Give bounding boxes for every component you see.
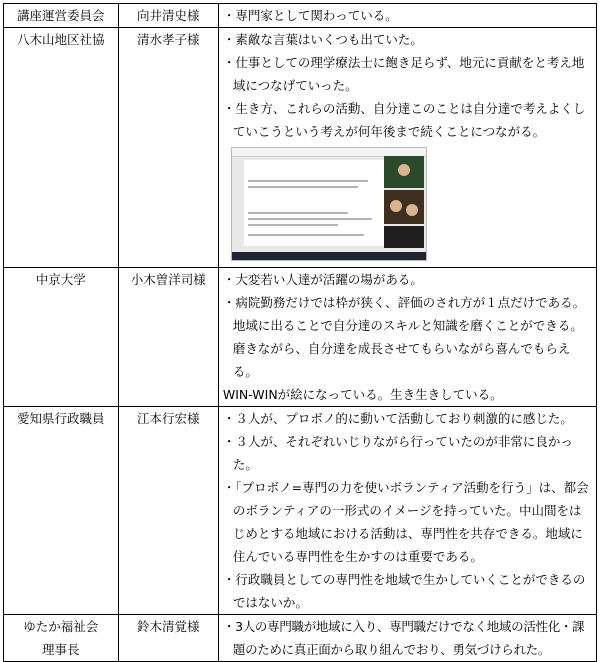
org-name: 愛知県行政職員 [17, 411, 105, 426]
org-cell [4, 407, 119, 615]
comment-item: ・大変若い人達が活躍の場がある。 [222, 272, 423, 287]
org-name: 中京大学 [35, 272, 86, 287]
comment-item: ・３人が、プロボノ的に動いて活動しており刺激的に感じた。 [222, 411, 573, 426]
comment-item: ・３人が、それぞれいじりながら行っていたのが非常に良かった。 [222, 434, 573, 472]
comment-item: ・仕事としての理学療法士に飽き足らず、地元に貢献をと考え地域につなげていった。 [222, 55, 585, 93]
comments-table [3, 3, 597, 662]
table-row [4, 28, 597, 268]
org-cell [4, 28, 119, 268]
org-name: ゆたか福祉会 [23, 619, 99, 634]
table-row [4, 4, 597, 28]
comment-cell [218, 407, 596, 615]
comment-cell [218, 4, 596, 28]
comment-item: WIN-WINが絵になっている。生き生きしている。 [222, 387, 503, 402]
person-cell: 鈴木清覚様 [118, 615, 218, 662]
table-row [4, 407, 597, 615]
comment-cell [218, 28, 596, 268]
comment-item: ・素敵な言葉はいくつも出ていた。 [222, 32, 423, 47]
table-row [4, 268, 597, 407]
org-cell [4, 268, 119, 407]
person-cell: 江本行宏様 [118, 407, 218, 615]
person-cell: 向井清史様 [118, 4, 218, 28]
video-conference-screenshot [231, 147, 427, 261]
comment-item: ・病院勤務だけでは枠が狭く、評価のされ方が１点だけである。地域に出ることで自分達のスキルと知識を磨くことができる。磨きながら、自分達を成長させてもらいながら喜んでもらえる。 [222, 295, 586, 379]
comment-item: ・「プロボノ=専門の力を使いボランティア活動を行う」は、都会のボランティアの一形式のイメージを持っていた。中山間をはじめとする地域における活動は、専門性を共存できる。地域に住んでいる専門性を生かすのは重要である。 [222, 480, 589, 564]
org-name: 講座運営委員会 [17, 8, 105, 23]
comment-cell [218, 268, 596, 407]
org-name: 八木山地区社協 [17, 32, 105, 47]
org-cell [4, 4, 119, 28]
org-cell [4, 615, 119, 662]
table-row [4, 615, 597, 662]
comment-cell [218, 615, 596, 662]
person-cell: 清水孝子様 [118, 28, 218, 268]
comment-item: ・専門家として関わっている。 [222, 8, 398, 23]
comment-item: ・3人の専門職が地域に入り、専門職だけでなく地域の活性化・課題のために真正面から取り組んでおり、勇気づけられた。 [222, 619, 585, 657]
comment-item: ・行政職員としての専門性を地域で生かしていくことができるのではないか。 [222, 572, 586, 610]
person-cell: 小木曽洋司様 [118, 268, 218, 407]
comment-item: ・生き方、これらの活動、自分達このことは自分達で考えよくしていこうという考えが何年後まで続くことにつながる。 [222, 101, 586, 139]
org-title: 理事長 [42, 642, 80, 657]
